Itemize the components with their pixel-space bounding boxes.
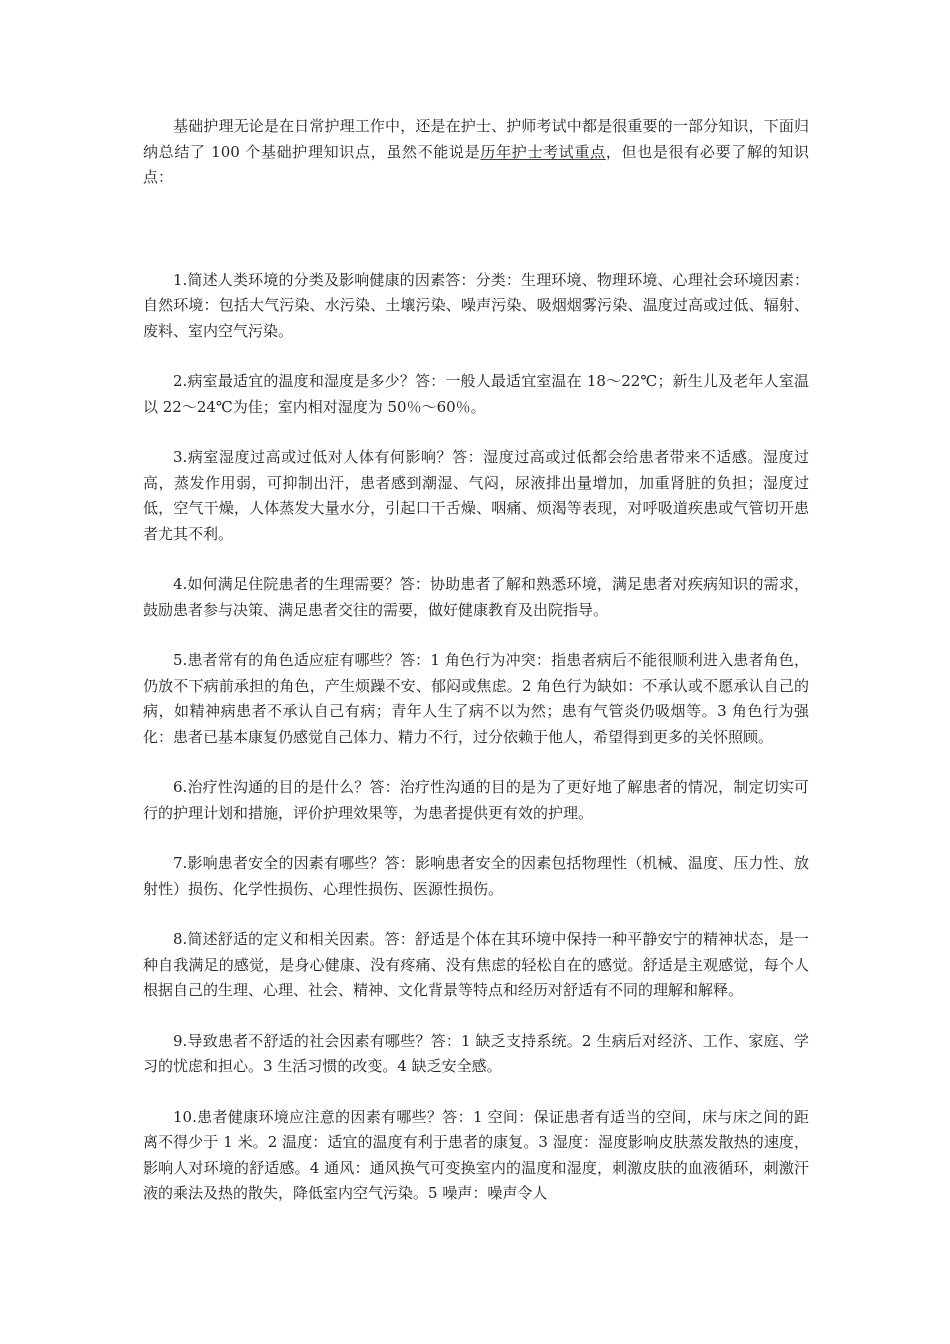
qa-item-6: 6.治疗性沟通的目的是什么？答：治疗性沟通的目的是为了更好地了解患者的情况，制定切实可行的护理计划和措施，评价护理效果等，为患者提供更有效的护理。: [143, 778, 809, 822]
intro-text-before: 基础护理无论是在日常护理工作中，还是在护士、护师考试中都是很重要的一部分知识，下面归纳总结了 100 个基础护理知识点，虽然不能说是: [143, 117, 809, 161]
qa-item-9: 9.导致患者不舒适的社会因素有哪些？答：1 缺乏支持系统。2 生病后对经济、工作、家庭、学习的忧虑和担心。3 生活习惯的改变。4 缺乏安全感。: [143, 1031, 809, 1075]
qa-item-8: 8.简述舒适的定义和相关因素。答：舒适是个体在其环境中保持一种平静安宁的精神状态，是一种自我满足的感觉，是身心健康、没有疼痛、没有焦虑的轻松自在的感觉。舒适是主观感觉，每个人根据自己的生理、心理、社会、精神、文化背景等特点和经历对舒适有不同的理解和解释。: [143, 930, 809, 999]
document-body: [143, 114, 809, 1232]
qa-item-7: 7.影响患者安全的因素有哪些？答：影响患者安全的因素包括物理性（机械、温度、压力性、放射性）损伤、化学性损伤、心理性损伤、医源性损伤。: [143, 854, 809, 898]
qa-item-3: 3.病室湿度过高或过低对人体有何影响？答：湿度过高或过低都会给患者带来不适感。湿度过高，蒸发作用弱，可抑制出汗，患者感到潮湿、气闷，尿液排出量增加，加重肾脏的负担；湿度过低，空气干燥，人体蒸发大量水分，引起口干舌燥、咽痛、烦渴等表现，对呼吸道疾患或气管切开患者尤其不利。: [143, 448, 809, 543]
qa-item-5: 5.患者常有的角色适应症有哪些？答：1 角色行为冲突：指患者病后不能很顺利进入患者角色，仍放不下病前承担的角色，产生烦躁不安、郁闷或焦虑。2 角色行为缺如：不承认或不愿承认自己的病，如精神病患者不承认自己有病；青年人生了病不以为然；患有气管炎仍吸烟等。3 角色行为强化：患者已基本康复仍感觉自己体力、精力不行，过分依赖于他人，希望得到更多的关怀照顾。: [143, 651, 809, 746]
qa-item-2: 2.病室最适宜的温度和湿度是多少？答：一般人最适宜室温在 18～22℃；新生儿及老年人室温以 22～24℃为佳；室内相对湿度为 50％～60％。: [143, 372, 809, 416]
qa-item-10: 10.患者健康环境应注意的因素有哪些？答：1 空间：保证患者有适当的空间，床与床之间的距离不得少于 1 米。2 温度：适宜的温度有利于患者的康复。3 湿度：湿度影响皮肤蒸发散热的速度，影响人对环境的舒适感。4 通风：通风换气可变换室内的温度和湿度，刺激皮肤的血液循环，刺激汗液的乘法及热的散失，降低室内空气污染。5 噪声：噪声令人: [143, 1107, 809, 1202]
qa-item-1: 1.简述人类环境的分类及影响健康的因素答：分类：生理环境、物理环境、心理社会环境因素：自然环境：包括大气污染、水污染、土壤污染、噪声污染、吸烟烟雾污染、温度过高或过低、辐射、废料、室内空气污染。: [143, 270, 809, 340]
qa-item-4: 4.如何满足住院患者的生理需要？答：协助患者了解和熟悉环境，满足患者对疾病知识的需求，鼓励患者参与决策、满足患者交往的需要，做好健康教育及出院指导。: [143, 575, 809, 619]
exam-key-points-link[interactable]: 历年护士考试重点: [480, 142, 606, 161]
intro-text-after: ，但也是很有必要了解的知识点：: [143, 142, 809, 186]
intro-paragraph: [143, 114, 809, 191]
